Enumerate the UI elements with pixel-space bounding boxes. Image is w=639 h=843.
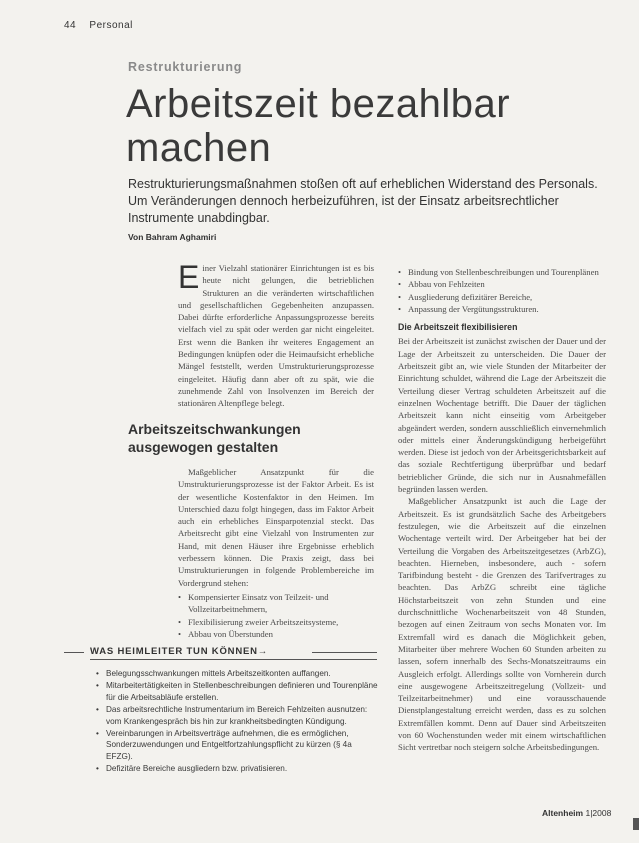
list-item: • Ausgliederung defizitärer Bereiche,: [398, 291, 606, 303]
list-item: • Flexibilisierung zweier Arbeitszeitsysteme,: [178, 616, 374, 628]
page-number: 44: [64, 20, 77, 31]
intro-text: iner Vielzahl stationärer Einrichtungen ist es bis heute nicht gelungen, die betrieblichen Strukturen an die veränderten wirtschaftlichen und gesellschaftlichen Gegebenheiten anzupassen. Dabei dürfte erforderliche Anpassungsprozesse bereits vielfach viel zu spät oder werden gar nicht eingeleitet. Erst wenn die Banken ihr weiteres Engagement an Bedingungen knüpfen oder die Heimaufsicht erhebliche Mängel feststellt, werden Umstrukturierungsprozesse eingeleitet. Häufig dann aber oft zu spät, wie die zunehmende Zahl von Insolvenzen im Bereich der stationären Altenpflege belegt.: [178, 263, 374, 409]
list-item: • Mitarbeitertätigkeiten in Stellenbeschreibungen definieren und Tourenpläne für die Arbeitsabläufe erstellen.: [96, 680, 378, 703]
section2-text: Maßgeblicher Ansatzpunkt für die Umstrukturierungsprozesse ist der Faktor Arbeit. Es ist der wesentliche Kostenfaktor in den Heimen. Im Unterschied dazu folgt hingegen, dass im Faktor Arbeit auch ein erhebliches Einsparpotenzial steckt. Das Arbeitsrecht gibt eine Vielzahl von Instrumenten zur Hand, mit denen Häuser ihre Ergebnisse erheblich verbessern können. Die Praxis zeigt, dass bei Umstrukturierungen in folgende Problembereiche im Vordergrund stehen:: [178, 467, 374, 588]
list-item: • Kompensierter Einsatz von Teilzeit- und Vollzeitarbeitnehmern,: [178, 591, 374, 616]
right-paragraph-2: Maßgeblicher Ansatzpunkt ist auch die Lage der Arbeitszeit. Es ist grundsätzlich Sache des Arbeitgebers festzulegen, wie die Arbeitszeit auf die einzelnen Wochentage verteilt wird. Der Arbeitgeber hat bei der Verteilung die Vorgaben des Arbeitszeitgesetzes (ArbZG), beachten. Hierneben, insbesondere, auch - sofern Tarifbindung besteht - die Grenzen des Tarifvertrages zu beachten. Das ArbZG schreibt eine tägliche Höchstarbeitszeit von zehn Stunden und eine durchschnittliche Wochenarbeitszeit von 48 Stunden, bezogen auf einen Zeitraum von sechs Monaten vor. Im Extremfall wird es danach die Möglichkeit geben, Mitarbeiter über mehrere Wochen 60 Stunden arbeiten zu lassen, sofern innerhalb des Sechs-Monatszeitraums ein Ausgleich erfolgt. Allerdings sollte von Vornherein durch eine ausgewogene Arbeitszeitregelung (Vollzeit- und Teilzeitarbeitnehmer) und eine vorausschauende Dienstplangestaltung erreicht werden, dass es zu solchen Extremfällen kommt. Denn auf Dauer sind Arbeitszeiten von 60 Wochenstunden weder mit einem wirtschaftlichen Sicht vertretbar noch steigern solche Arbeitsbedingungen.: [398, 496, 606, 753]
section2-body: [178, 466, 374, 640]
info-box-title-text: WAS HEIMLEITER TUN KÖNNEN: [90, 646, 258, 657]
list-item: • Defizitäre Bereiche ausgliedern bzw. privatisieren.: [96, 763, 378, 774]
section-subheading: Arbeitszeitschwankungen ausgewogen gestalten: [128, 421, 301, 455]
issue-number: 1|2008: [585, 808, 612, 818]
page-header: [64, 20, 133, 31]
article-title: Arbeitszeit bezahlbar machen: [126, 82, 511, 170]
list-item: • Anpassung der Vergütungsstrukturen.: [398, 303, 606, 315]
right-column-heading: Die Arbeitszeit flexibilisieren: [398, 322, 518, 333]
article-kicker: Restrukturierung: [128, 60, 243, 74]
article-lead: Restrukturierungsmaßnahmen stoßen oft auf erheblichen Widerstand des Personals. Um Veränderungen dennoch herbeizuführen, ist der Einsatz arbeitsrechtlicher Instrumente unabdingbar.: [128, 177, 598, 225]
list-item: • Belegungsschwankungen mittels Arbeitszeitkonten auffangen.: [96, 668, 378, 679]
right-bullet-list: [398, 266, 606, 315]
dropcap: E: [178, 259, 200, 295]
box-rule-right: [312, 652, 377, 653]
article-author: Von Bahram Aghamiri: [128, 232, 217, 242]
arrow-right-icon: →: [257, 646, 269, 657]
box-underline: [90, 659, 377, 660]
right-paragraph-1: Bei der Arbeitszeit ist zunächst zwischen der Dauer und der Lage der Arbeitszeit zu unterscheiden. Die Dauer der Arbeitszeit gibt an, wie viele Stunden der Mitarbeiter der Einrichtung schuldet, während die Lage der Arbeitszeit die Verteilung dieser Vertrag schuldeten Arbeitszeit auf die einzelnen Wochentage betrifft. Die Dauer der täglichen Arbeitszeit kann nicht einseitig vom Arbeitgeber abgeändert werden, sondern ausschließlich einvernehmlich oder mittels einer Änderungskündigung herbeigeführt werden. Diese ist jedoch von der Arbeitsgerichtsbarkeit auf das soziale Rechtfertigung überprüfbar und bedarf betrieblicher Gründe, die sich nur in Ausnahmefällen begründen lassen werden.: [398, 336, 606, 495]
info-box-title: [90, 646, 268, 657]
list-item: • Bindung von Stellenbeschreibungen und Tourenplänen: [398, 266, 606, 278]
page-footer: [542, 808, 611, 818]
list-item: • Vereinbarungen in Arbeitsverträge aufnehmen, die es ermöglichen, Sonderzuwendungen und Entgeltfortzahlungspflicht zu kürzen (§ 4a EFZG).: [96, 728, 378, 762]
section2-bullet-list: [178, 591, 374, 640]
right-column: [398, 264, 606, 754]
box-rule-left: [64, 652, 84, 653]
list-item: • Abbau von Überstunden: [178, 628, 374, 640]
magazine-brand: Altenheim: [542, 808, 584, 818]
edge-mark: [633, 818, 639, 830]
info-box-list: [96, 666, 378, 776]
list-item: • Das arbeitsrechtliche Instrumentarium im Bereich Fehlzeiten ausnutzen: vom Krankengespräch bis hin zur krankheitsbedingten Kündigung.: [96, 704, 378, 727]
intro-paragraph: [178, 259, 374, 410]
list-item: • Abbau von Fehlzeiten: [398, 278, 606, 290]
section-name: Personal: [89, 20, 133, 31]
